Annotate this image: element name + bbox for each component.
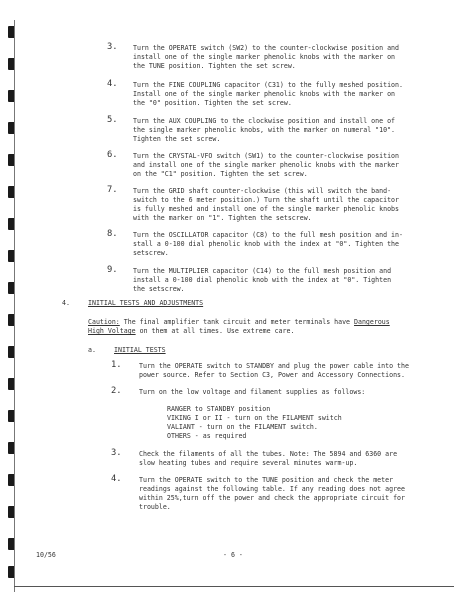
step-number: 9. <box>107 265 118 275</box>
step-line: on the "C1" position. Tighten the set screw. <box>133 170 308 178</box>
step-line: Check the filaments of all the tubes. Note: The 5894 and 6360 are <box>139 450 398 458</box>
step-line: Turn the OPERATE switch (SW2) to the counter-clockwise position and <box>133 44 399 52</box>
step-line: install a 0-100 dial phenolic knob with the index at "0". Tighten <box>133 276 392 284</box>
step-number: 2. <box>111 386 122 396</box>
step-line: stall a 0-100 dial phenolic knob with the index at "0". Tighten the <box>133 240 399 248</box>
step-line: Turn the AUX COUPLING to the clockwise position and install one of <box>133 117 396 125</box>
step-line: the "0" position. Tighten the set screw. <box>133 99 292 107</box>
step-number: 6. <box>107 150 118 160</box>
step-line: Tighten the set screw. <box>133 135 221 143</box>
subsection-title: INITIAL TESTS <box>114 346 166 354</box>
step-line: Install one of the single marker phenolic knobs with the marker on <box>133 90 396 98</box>
step-line: power source. Refer to Section C3, Power and Accessory Connections. <box>139 371 405 379</box>
page-bottom-line <box>14 586 454 587</box>
step-line: switch to the 6 meter position.) Turn the shaft until the capacitor <box>133 196 399 204</box>
step-line: slow heating tubes and require several minutes warm-up. <box>139 459 358 467</box>
step-line: with the marker on "1". Tighten the setscrew. <box>133 214 312 222</box>
step-line: Turn the CRYSTAL-VFO switch (SW1) to the counter-clockwise position <box>133 152 399 160</box>
step-line: Turn the FINE COUPLING capacitor (C31) to the fully meshed position. <box>133 81 403 89</box>
caution-text: on them at all times. Use extreme care. <box>135 327 295 335</box>
step-line: is fully meshed and install one of the single marker phenolic knobs <box>133 205 399 213</box>
step-line: readings against the following table. If any reading does not agree <box>139 485 405 493</box>
step-line: Turn the GRID shaft counter-clockwise (this will switch the band- <box>133 187 392 195</box>
step-line: Turn the OPERATE switch to STANDBY and plug the power cable into the <box>139 362 409 370</box>
caution-label: Caution: <box>88 318 120 326</box>
caution-emphasis: Dangerous <box>354 318 390 326</box>
step-number: 5. <box>107 115 118 125</box>
step-number: 1. <box>111 360 122 370</box>
caution-line <box>88 327 294 336</box>
step-line: and install one of the single marker phenolic knobs with the marker <box>133 161 399 169</box>
step-line: Turn the OPERATE switch to the TUNE position and check the meter <box>139 476 394 484</box>
caution-line <box>88 318 390 327</box>
step-number: 4. <box>111 474 122 484</box>
step-number: 8. <box>107 229 118 239</box>
step-number: 4. <box>107 79 118 89</box>
step-line: setscrew. <box>133 249 169 257</box>
list-item: VALIANT - turn on the FILAMENT switch. <box>167 423 318 431</box>
section-number: 4. <box>62 299 70 307</box>
step-number: 3. <box>111 448 122 458</box>
list-item: OTHERS - as required <box>167 432 247 440</box>
list-item: VIKING I or II - turn on the FILAMENT switch <box>167 414 342 422</box>
step-line: Turn the OSCILLATOR capacitor (C8) to the full mesh position and in- <box>133 231 403 239</box>
step-number: 7. <box>107 185 118 195</box>
footer-date: 10/56 <box>36 551 56 559</box>
step-line: trouble. <box>139 503 171 511</box>
page-edge-line <box>14 20 15 592</box>
step-line: install one of the single marker phenolic knobs with the marker on <box>133 53 396 61</box>
step-line: the setscrew. <box>133 285 185 293</box>
step-line: Turn the MULTIPLIER capacitor (C14) to the full mesh position and <box>133 267 392 275</box>
step-line: the single marker phenolic knobs, with the marker on numeral "10". <box>133 126 396 134</box>
step-line: the TUNE position. Tighten the set screw. <box>133 62 296 70</box>
step-number: 3. <box>107 42 118 52</box>
subsection-letter: a. <box>88 346 96 354</box>
caution-text: The final amplifier tank circuit and meter terminals have <box>123 318 354 326</box>
list-item: RANGER to STANDBY position <box>167 405 271 413</box>
caution-emphasis: High Voltage <box>88 327 136 335</box>
section-title: INITIAL TESTS AND ADJUSTMENTS <box>88 299 204 307</box>
step-line: Turn on the low voltage and filament supplies as follows: <box>139 388 366 396</box>
page-number: - 6 - <box>223 551 243 559</box>
step-line: within 25%,turn off the power and check the appropriate circuit for <box>139 494 405 502</box>
